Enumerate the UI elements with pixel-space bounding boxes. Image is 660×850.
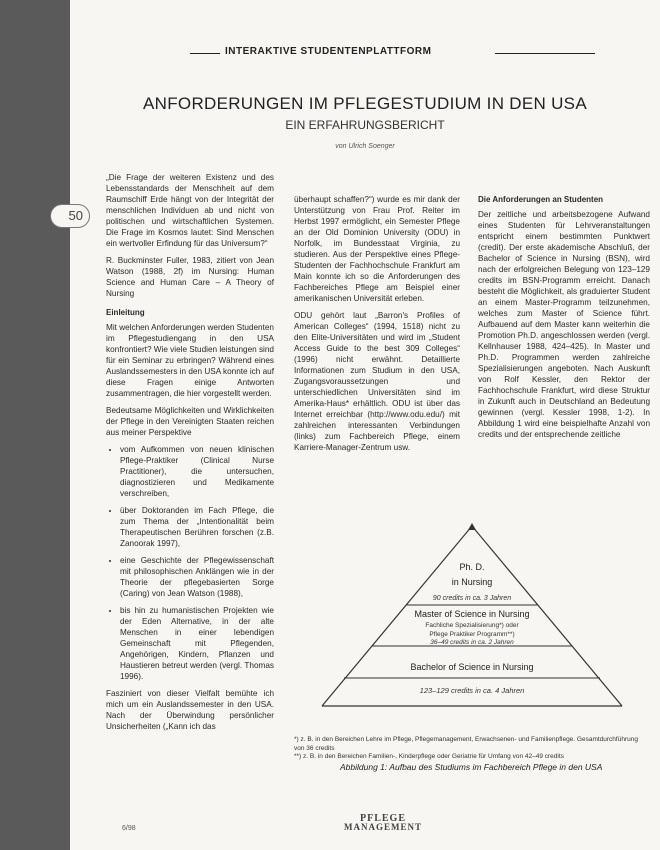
tier-master-label: Master of Science in Nursing: [414, 609, 530, 619]
article-subtitle: EIN ERFAHRUNGSBERICHT: [285, 118, 445, 132]
paragraph: Mit welchen Anforderungen werden Studenten im Pflegestudiengang in den USA konfrontiert? Wie viele Studien leistungen sind für ein Seminar zu erbringen? Während eines Auslandssemesters in den USA konnte ich auf diese Fragen einige Antworten zusammentragen, die hier vorgestellt werden.: [106, 323, 274, 398]
article-title: ANFORDERUNGEN IM PFLEGESTUDIUM IN DEN USA: [143, 94, 587, 113]
page-number-badge: 50: [50, 204, 90, 228]
footnote-2: **) z. B. in den Bereichen Familien-, Kinderpflege oder Geriatrie für Umfang von 42–49 credits: [294, 753, 564, 760]
section-header: [190, 44, 600, 64]
tier-master-option1: Fachliche Spezialisierung*) oder: [425, 622, 519, 629]
header-rule-left: [190, 53, 220, 54]
quote-citation: R. Buckminster Fuller, 1983, zitiert von Jean Watson (1988, 2f) im Nursing: Human Science and Human Care – A Theory of Nursing: [106, 256, 274, 298]
intro-quote: „Die Frage der weiteren Existenz und des Lebensstandards der Menschheit auf dem Raumschiff Erde hängt von der Integrität der menschlichen Individuen ab und nicht von politischen und wirtschaftlichen Systemen. Die Frage im Kosmos lautet: Sind Menschen ein wertvoller Erfindung für das Universum?“: [106, 173, 274, 248]
header-rule-right: [495, 53, 595, 54]
tier-phd-label: Ph. D.: [459, 562, 485, 572]
paragraph: ODU gehört laut „Barron's Profiles of American Colleges“ (1994, 1518) nicht zu den Elite-Universitäten und wird im „Student Access Guide to the best 309 Colleges“ (1996) nicht erwähnt. Detaillierte Informationen zum Studium in den USA, Zugangsvoraussetzungen und unterschiedlichen Universitäten sind im Amerika-Haus* erhältlich. ODU ist über das Internet erreichbar (http://www.odu.edu/) mit zahlreichen interessanten Verbindungen (links) zum Fachbereich Pflege, einem Karriere-Manager-Zentrum usw.: [294, 311, 460, 452]
list-item: • bis hin zu humanistischen Projekten wie der Eden Alternative, in der alte Menschen in einer lebendigen Gemeinschaft mit Pflegenden, Angehörigen, Kindern, Pflanzen und Haustieren betreut werden (vergl. Thomas 1996).: [120, 605, 274, 682]
tier-master-credits: 36–49 credits in ca. 2 Jahren: [430, 639, 514, 646]
column-2: [294, 194, 460, 459]
section-label: INTERAKTIVE STUDENTENPLATTFORM: [225, 46, 432, 57]
tier-phd-sub: in Nursing: [451, 577, 493, 587]
logo-line-top: PFLEGE: [359, 813, 406, 824]
magazine-logo: [328, 814, 438, 832]
figure-caption: Abbildung 1: Aufbau des Studiums im Fachbereich Pflege in den USA: [340, 762, 603, 772]
paragraph: Fasziniert von dieser Vielfalt bemühte ich mich um ein Auslandssemester in den USA. Nach der Überwindung persönlicher Unsicherheiten („Kann ich das: [106, 689, 274, 731]
pyramid-apex-arrow: [468, 523, 476, 530]
column-1: [106, 172, 274, 738]
logo-line-bottom: MANAGEMENT: [344, 822, 422, 832]
paragraph: überhaupt schaffen?“) wurde es mir dank der Unterstützung von Frau Prof. Reiter im Herbst 1997 ermöglicht, ein Semester Pflege an der Old Dominion University (ODU) in Norfolk, im Bundesstaat Virginia, zu studieren. Aus der Perspektive eines Pflege-Studenten der Fachhochschule Frankfurt am Main konnte ich so die Anforderungen des Fachbereiches Pflege am Beispiel einer amerikanischen Universität erleben.: [294, 195, 460, 303]
paragraph: Der zeitliche und arbeitsbezogene Aufwand eines Studenten für Lehrveranstaltungen entspricht einem bestimmten Punktwert (credit). Der erste akademische Abschluß, der Bachelor of Science in Nursing (BSN), wird nach der erfolgreichen Belegung von 123–129 credits im BSN-Programm erreicht. Danach besteht die Möglichkeit, als graduierter Student an einem Master-Programm teilzunehmen, welches zum Master of Science führt. Aufbauend auf dem Master kann weiterhin die Promotion Ph.D. angeschlossen werden (vergl. Kellnhauser 1988, 424–425). In Master und Ph.D. Programmen werden zahlreiche Spezialisierungen angeboten. Nach Auskunft von Rolf Kessler, den Rektor der Fachhochschule Frankfurt, wird diese Struktur in Zukunft auch in Deutschland an Bedeutung gewinnen (vergl. Kessler 1998, 1-2). In Abbildung 1 wird eine beispielhafte Anzahl von credits und der entsprechende zeitliche: [478, 210, 650, 439]
list-item: • über Doktoranden im Fach Pflege, die zum Thema der „Intentionalität beim Therapeutischen Berühren forschen (z.B. Zanoorak 1997),: [120, 505, 274, 549]
article-byline: von Ulrich Soenger: [335, 143, 395, 150]
issue-number: 6/98: [122, 825, 136, 832]
tier-phd-credits: 90 credits in ca. 3 Jahren: [432, 595, 512, 602]
list-item: • eine Geschichte der Pflegewissenschaft mit philosophischen Anklängen wie in der Theorie der pflegebasierten Sorge (Caring) von Jean Watson (1988),: [120, 555, 274, 599]
paragraph: Bedeutsame Möglichkeiten und Wirklichkeiten der Pflege in den Vereinigten Staaten reichen aus meiner Perspektive: [106, 406, 274, 437]
footnote-1: *) z. B. in den Bereichen Lehre im Pflege, Pflegemanagement, Erwachsenen- und Familienpflege. Gesamtdurchführung von 36 credits: [294, 736, 638, 752]
tier-master-option2: Pflege Praktiker Programm**): [429, 631, 515, 638]
section-heading-introduction: Einleitung: [106, 308, 145, 317]
tier-bachelor-credits: 123–129 credits in ca. 4 Jahren: [419, 686, 525, 695]
tier-bachelor-label: Bachelor of Science in Nursing: [410, 662, 534, 672]
bullet-list: [106, 444, 274, 682]
column-3: [478, 194, 650, 446]
magazine-page: [70, 0, 660, 850]
section-heading-requirements: Die Anforderungen an Studenten: [478, 195, 604, 204]
study-structure-pyramid: [294, 516, 650, 731]
list-item: • vom Aufkommen von neuen klinischen Pflege-Praktiker (Clinical Nurse Practitioner), die untersuchen, diagnostizieren und Medikamente verschreiben,: [120, 444, 274, 499]
